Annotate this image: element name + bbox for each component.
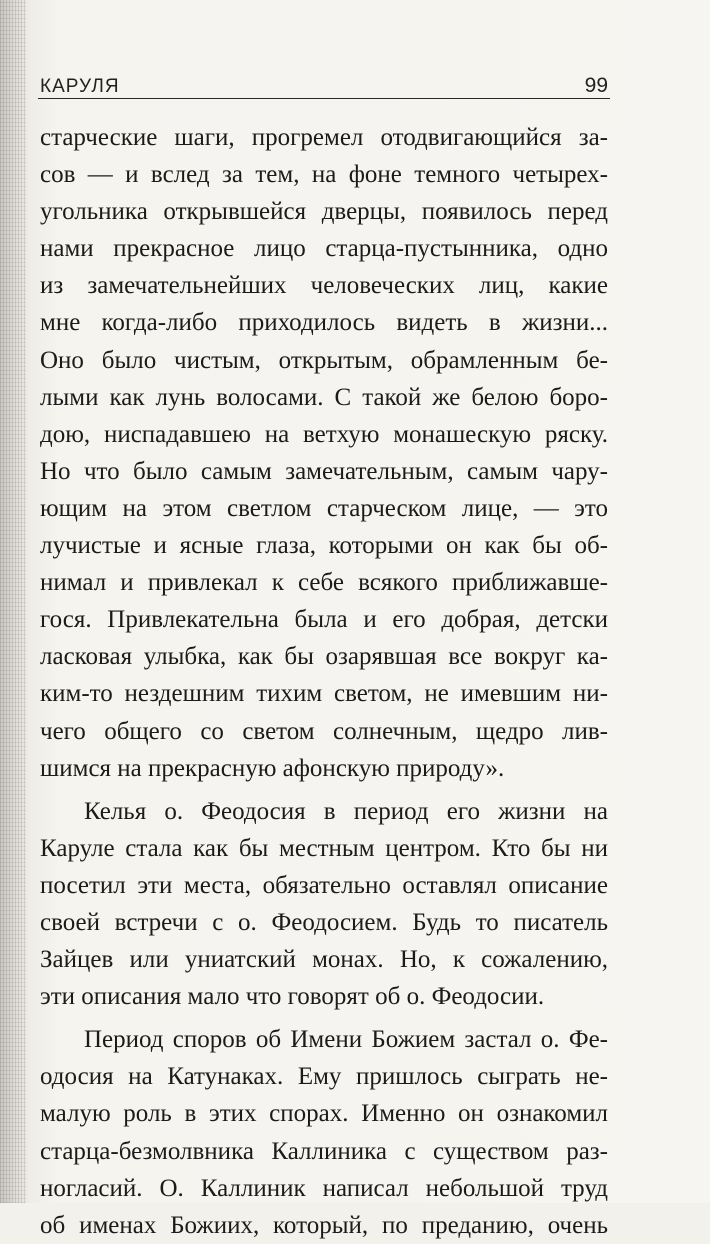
text-line: гося. Привлекательна была и его добрая, детски xyxy=(40,606,608,634)
text-line: ющим на этом светлом старческом лице, — это xyxy=(40,494,608,522)
text-line: нимал и привлекал к себе всякого приближавше- xyxy=(40,569,608,597)
text-line: Период споров об Имени Божием застал о. Фе- xyxy=(84,1026,608,1054)
text-line: лыми как лунь волосами. С такой же белою боро- xyxy=(40,383,608,411)
text-line: об именах Божиих, который, по преданию, очень xyxy=(40,1211,608,1239)
text-line: эти описания мало что говорят об о. Феодосии. xyxy=(40,983,545,1011)
text-line: шимся на прекрасную афонскую природу». xyxy=(40,754,505,782)
text-line: ласковая улыбка, как бы озарявшая все вокруг ка- xyxy=(40,643,608,671)
text-line: своей встречи с о. Феодосием. Будь то писатель xyxy=(40,908,608,936)
text-line: сов — и вслед за тем, на фоне темного четырех- xyxy=(40,161,608,189)
text-line: угольника открывшейся дверцы, появилось перед xyxy=(40,198,608,226)
text-line: малую роль в этих спорах. Именно он ознакомил xyxy=(40,1100,608,1128)
text-line: посетил эти места, обязательно оставлял описание xyxy=(40,871,608,899)
body-text xyxy=(40,119,608,1244)
text-line: мне когда-либо приходилось видеть в жизни... xyxy=(40,309,608,337)
paragraph xyxy=(40,1021,608,1244)
text-line: ким-то нездешним тихим светом, не имевшим ни- xyxy=(40,680,608,708)
text-line: из замечательнейших человеческих лиц, какие xyxy=(40,272,608,300)
text-line: ногласий. О. Каллиник написал небольшой труд xyxy=(40,1174,608,1202)
text-line: Каруле стала как бы местным центром. Кто бы ни xyxy=(40,834,608,862)
paragraph xyxy=(40,793,608,1016)
page-number: 99 xyxy=(584,74,608,97)
text-line: дою, ниспадавшею на ветхую монашескую ряску. xyxy=(40,420,608,448)
text-line: Но что было самым замечательным, самым чару- xyxy=(40,457,608,485)
text-line: нами прекрасное лицо старца-пустынника, одно xyxy=(40,235,608,263)
text-line: одосия на Катунаках. Ему пришлось сыграть не- xyxy=(40,1063,608,1091)
running-title: КАРУЛЯ xyxy=(40,76,120,97)
text-line: Зайцев или униатский монах. Но, к сожалению, xyxy=(40,946,608,974)
text-line: чего общего со светом солнечным, щедро лив- xyxy=(40,717,608,745)
scan-spine-shadow xyxy=(0,0,26,1203)
running-head xyxy=(38,74,610,99)
paragraph xyxy=(40,119,608,787)
text-line: Оно было чистым, открытым, обрамленным бе- xyxy=(40,346,608,374)
text-line: старца-безмолвника Каллиника с существом раз- xyxy=(40,1137,608,1165)
text-line: лучистые и ясные глаза, которыми он как бы об- xyxy=(40,532,608,560)
text-line: старческие шаги, прогремел отодвигающийся за- xyxy=(40,124,608,151)
text-line: Келья о. Феодосия в период его жизни на xyxy=(84,797,608,825)
